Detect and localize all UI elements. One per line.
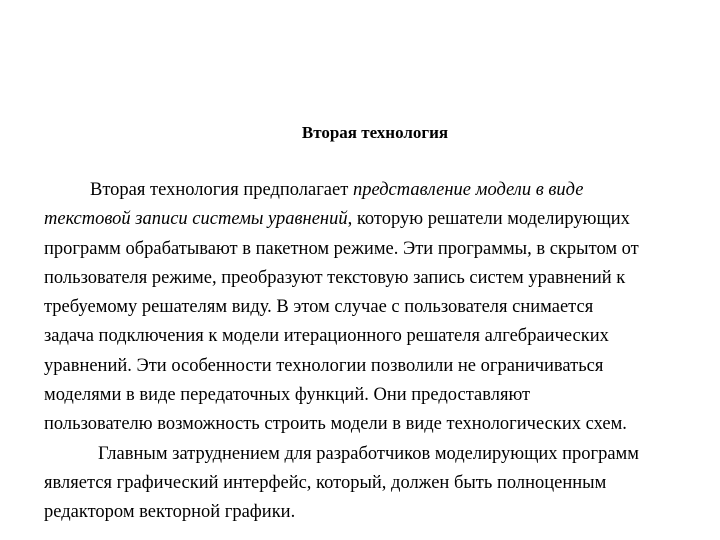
text-run: , которую решатели моделирующих	[347, 209, 630, 230]
text-line: является графический интерфейс, который, должен быть полноценным	[44, 472, 607, 493]
text-line: редактором векторной графики.	[44, 502, 296, 523]
italic-text-run: представление модели в виде	[352, 180, 584, 200]
slide-title: Вторая технология	[301, 123, 449, 142]
text-line: требуемому решателям виду. В этом случае с пользователя снимается	[44, 297, 594, 318]
text-line	[44, 176, 694, 205]
body-text	[44, 176, 694, 528]
text-line: уравнений. Эти особенности технологии позволили не ограничиваться	[44, 355, 604, 376]
text-line: пользователю возможность строить модели в виде технологических схем.	[44, 414, 627, 435]
text-run: Вторая технология предполагает	[90, 180, 353, 200]
text-line: моделями в виде передаточных функций. Они предоставляют	[44, 385, 531, 406]
paragraph-1	[44, 176, 694, 440]
text-line	[44, 205, 694, 234]
text-line: пользователя режиме, преобразуют текстовую запись систем уравнений к	[44, 267, 626, 288]
text-line: программ обрабатывают в пакетном режиме. Эти программы, в скрытом от	[44, 238, 639, 259]
text-line: Главным затруднением для разработчиков моделирующих программ	[98, 443, 639, 464]
text-line: задача подключения к модели итерационного решателя алгебраических	[44, 326, 609, 347]
paragraph-2	[44, 440, 694, 528]
italic-text-run: текстовой записи системы уравнений	[44, 209, 348, 230]
